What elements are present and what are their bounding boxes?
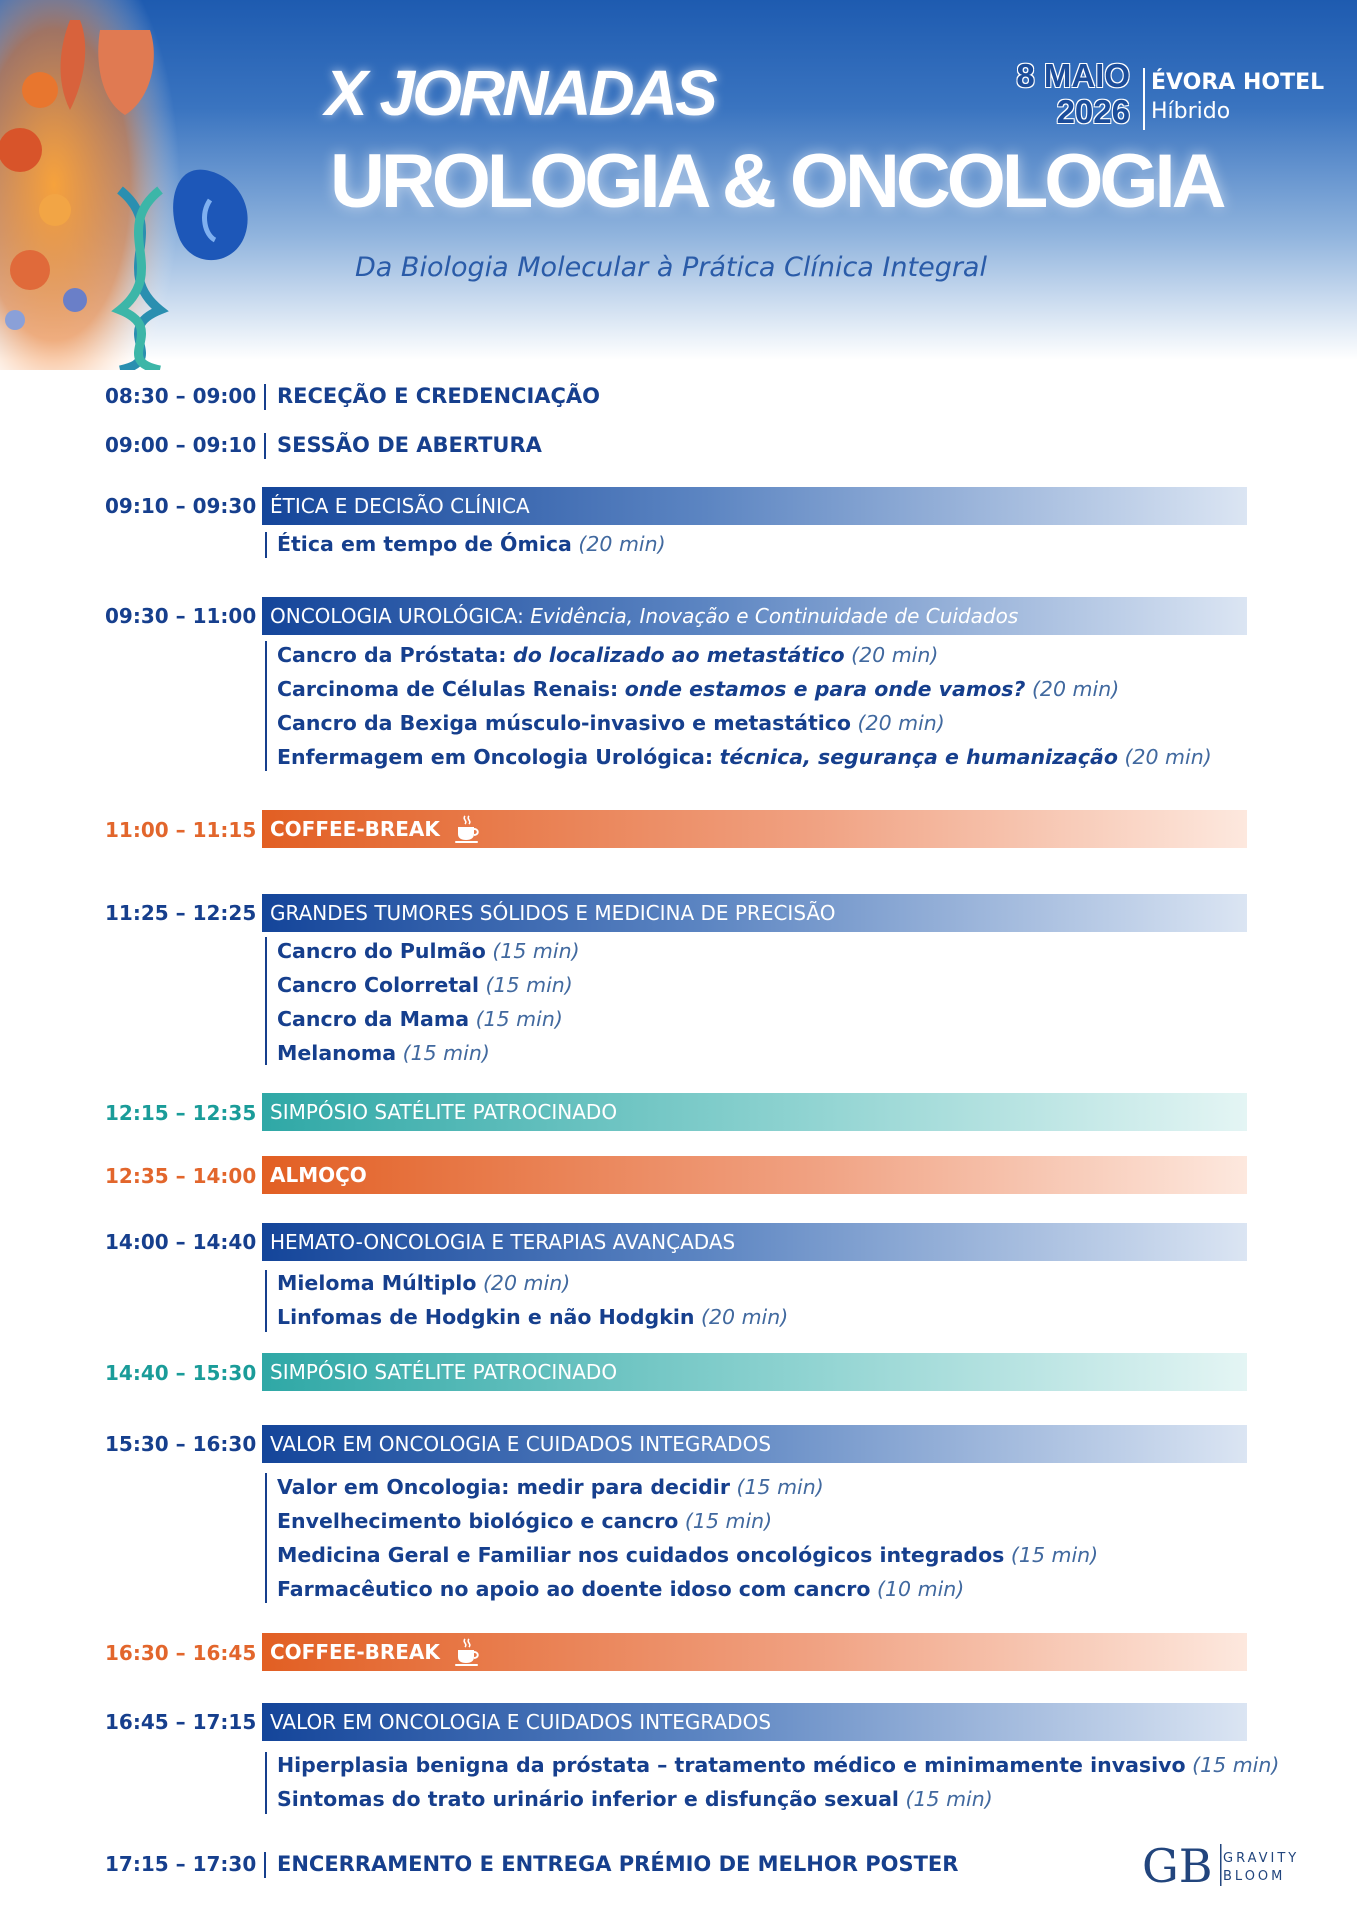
event-date — [980, 58, 1130, 130]
session-time: 09:00 – 09:10 — [105, 433, 257, 457]
talk-rail — [265, 532, 267, 558]
talk-item: Medicina Geral e Familiar nos cuidados oncológicos integrados (15 min) — [277, 1543, 1099, 1567]
talk-item: Melanoma (15 min) — [277, 1041, 490, 1065]
session-title: ALMOÇO — [270, 1163, 367, 1187]
session-title: SESSÃO DE ABERTURA — [277, 433, 542, 457]
date-divider — [1143, 68, 1145, 130]
event-subtitle: Da Biologia Molecular à Prática Clínica Integral — [355, 252, 987, 283]
talk-rail — [265, 937, 267, 1065]
talk-item: Cancro da Bexiga músculo-invasivo e metastático (20 min) — [277, 711, 945, 735]
separator — [264, 1852, 266, 1878]
logo-wordmark: GRAVITY BLOOM — [1223, 1851, 1300, 1884]
talk-item: Cancro do Pulmão (15 min) — [277, 939, 580, 963]
session-title: ENCERRAMENTO E ENTREGA PRÉMIO DE MELHOR POSTER — [277, 1852, 959, 1876]
anatomy-illustration — [0, 0, 270, 370]
session-time: 15:30 – 16:30 — [105, 1432, 257, 1456]
talk-rail — [265, 1270, 267, 1332]
talk-item: Carcinoma de Células Renais: onde estamos e para onde vamos? (20 min) — [277, 677, 1120, 701]
event-mode: Híbrido — [1151, 99, 1231, 124]
separator — [264, 433, 266, 459]
session-title: VALOR EM ONCOLOGIA E CUIDADOS INTEGRADOS — [270, 1432, 772, 1456]
lunch-band — [262, 1156, 1247, 1194]
talk-item: Envelhecimento biológico e cancro (15 min) — [277, 1509, 773, 1533]
talk-item: Sintomas do trato urinário inferior e disfunção sexual (15 min) — [277, 1787, 993, 1811]
session-time: 16:45 – 17:15 — [105, 1710, 257, 1734]
talk-item: Farmacêutico no apoio ao doente idoso com cancro (10 min) — [277, 1577, 965, 1601]
date-day-month: 8 MAIO — [1016, 57, 1130, 94]
session-time: 14:00 – 14:40 — [105, 1230, 257, 1254]
edition-title: X JORNADAS — [325, 57, 715, 129]
venue-name: ÉVORA HOTEL — [1151, 70, 1325, 95]
coffee-break-band — [262, 810, 1247, 848]
session-title: SIMPÓSIO SATÉLITE PATROCINADO — [270, 1100, 618, 1124]
symposium-band — [262, 1353, 1247, 1391]
coffee-cup-icon — [454, 1637, 480, 1667]
session-title: COFFEE-BREAK — [270, 1640, 440, 1664]
session-band — [262, 1425, 1247, 1463]
session-title: VALOR EM ONCOLOGIA E CUIDADOS INTEGRADOS — [270, 1710, 772, 1734]
session-time: 17:15 – 17:30 — [105, 1852, 257, 1876]
session-title: ÉTICA E DECISÃO CLÍNICA — [270, 494, 530, 518]
session-band — [262, 1223, 1247, 1261]
session-title: COFFEE-BREAK — [270, 817, 440, 841]
talk-item: Mieloma Múltiplo (20 min) — [277, 1271, 571, 1295]
talk-item: Cancro da Próstata: do localizado ao metastático (20 min) — [277, 643, 939, 667]
session-title: SIMPÓSIO SATÉLITE PATROCINADO — [270, 1360, 618, 1384]
coffee-break-band — [262, 1633, 1247, 1671]
svg-text:GB: GB — [1142, 1839, 1213, 1893]
session-title: RECEÇÃO E CREDENCIAÇÃO — [277, 384, 601, 408]
session-title: GRANDES TUMORES SÓLIDOS E MEDICINA DE PRECISÃO — [270, 901, 836, 925]
session-title: HEMATO-ONCOLOGIA E TERAPIAS AVANÇADAS — [270, 1230, 736, 1254]
talk-item: Ética em tempo de Ómica (20 min) — [277, 532, 666, 556]
talk-item: Hiperplasia benigna da próstata – tratamento médico e minimamente invasivo (15 min) — [277, 1753, 1280, 1777]
session-band — [262, 487, 1247, 525]
session-time: 12:35 – 14:00 — [105, 1164, 257, 1188]
session-title: ONCOLOGIA UROLÓGICA: — [270, 604, 524, 628]
session-time: 11:00 – 11:15 — [105, 818, 257, 842]
separator — [264, 384, 266, 410]
symposium-band — [262, 1093, 1247, 1131]
talk-item: Enfermagem em Oncologia Urológica: técnica, segurança e humanização (20 min) — [277, 745, 1212, 769]
talk-rail — [265, 1752, 267, 1814]
session-time: 12:15 – 12:35 — [105, 1101, 257, 1125]
coffee-cup-icon — [454, 814, 480, 844]
event-title: UROLOGIA & ONCOLOGIA — [330, 139, 1223, 224]
session-band — [262, 1703, 1247, 1741]
session-title-italic: Evidência, Inovação e Continuidade de Cuidados — [530, 604, 1019, 628]
date-year: 2026 — [1056, 93, 1130, 130]
talk-rail — [265, 641, 267, 771]
talk-item: Valor em Oncologia: medir para decidir (15 min) — [277, 1475, 824, 1499]
session-time: 09:30 – 11:00 — [105, 604, 257, 628]
session-time: 11:25 – 12:25 — [105, 901, 257, 925]
session-time: 09:10 – 09:30 — [105, 494, 257, 518]
talk-item: Linfomas de Hodgkin e não Hodgkin (20 min) — [277, 1305, 789, 1329]
talk-rail — [265, 1473, 267, 1603]
session-band — [262, 894, 1247, 932]
talk-item: Cancro da Mama (15 min) — [277, 1007, 563, 1031]
session-time: 16:30 – 16:45 — [105, 1641, 257, 1665]
session-band — [262, 597, 1247, 635]
session-time: 08:30 – 09:00 — [105, 384, 257, 408]
talk-item: Cancro Colorretal (15 min) — [277, 973, 573, 997]
session-time: 14:40 – 15:30 — [105, 1361, 257, 1385]
